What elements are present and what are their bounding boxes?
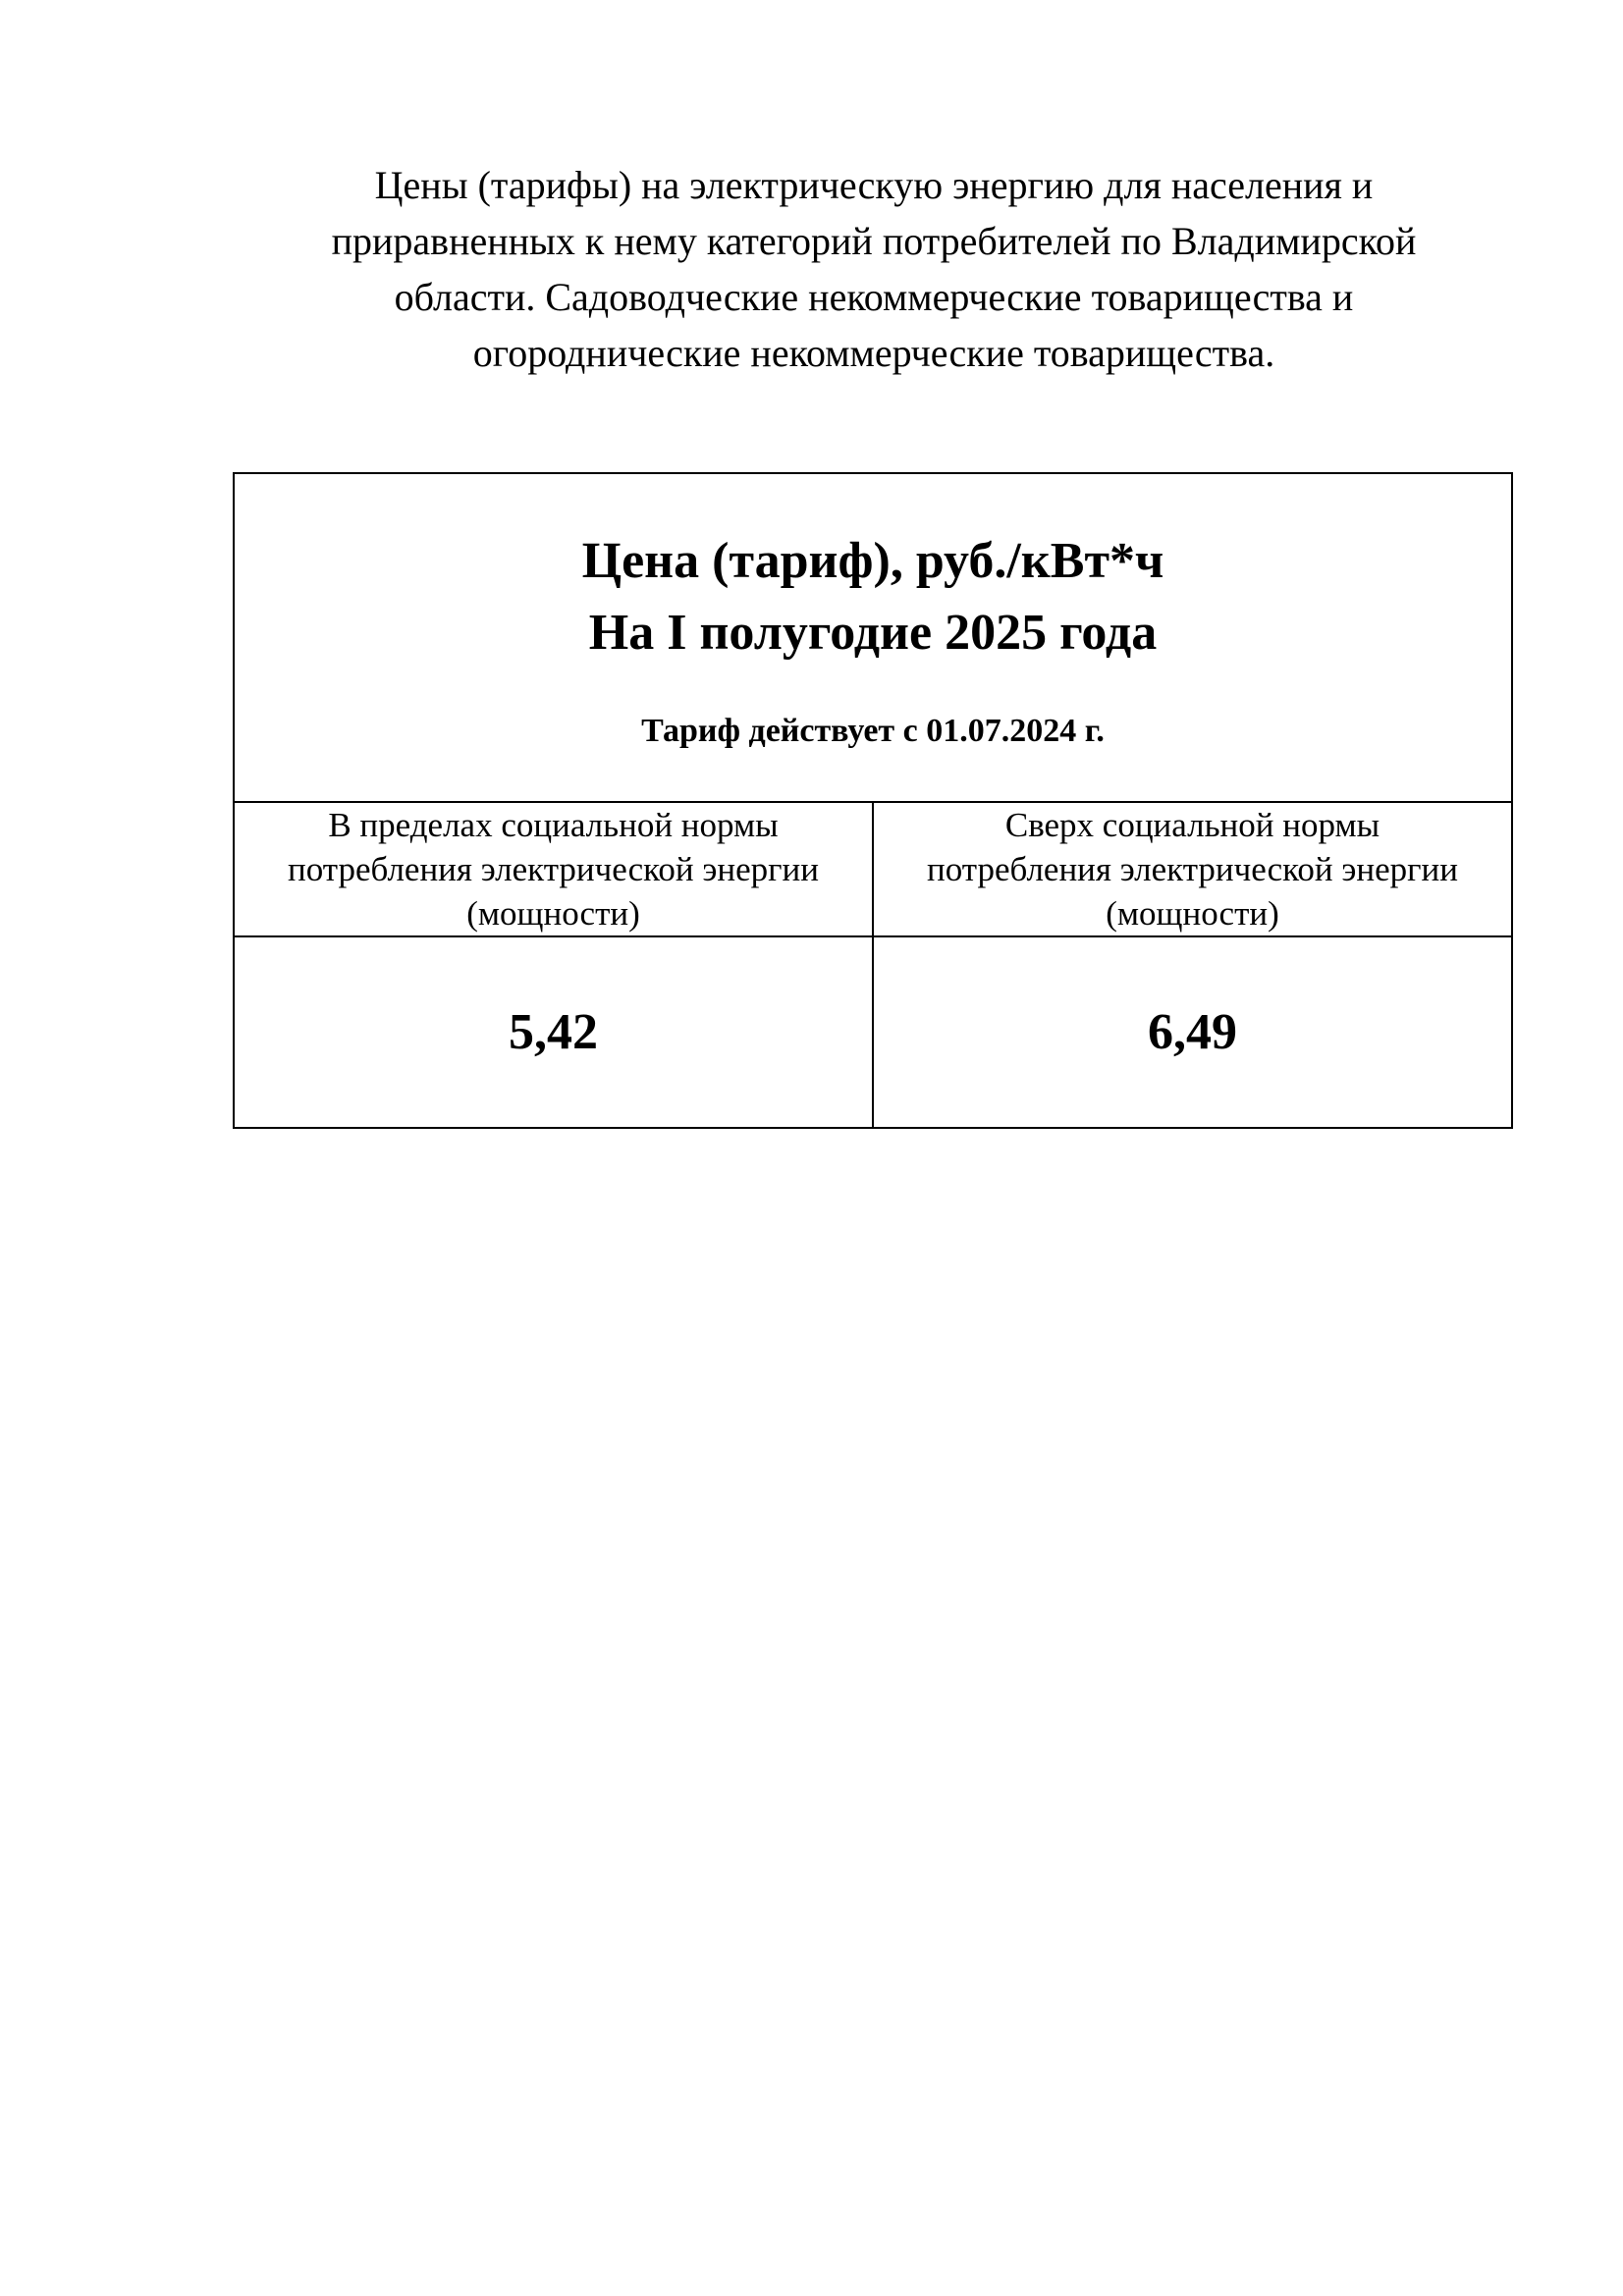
column-label-line: потребления электрической энергии xyxy=(926,850,1458,888)
column-label-line: (мощности) xyxy=(1106,894,1279,933)
column-label-line: В пределах социальной нормы xyxy=(328,806,779,844)
within-norm-label-cell xyxy=(234,802,873,936)
document-heading xyxy=(147,157,1600,381)
above-norm-label-cell xyxy=(873,802,1512,936)
heading-line: приравненных к нему категорий потребителей по Владимирской xyxy=(331,219,1417,263)
table-label-row xyxy=(234,802,1512,936)
heading-line: области. Садоводческие некоммерческие товарищества и xyxy=(394,275,1354,319)
table-header-row xyxy=(234,473,1512,802)
column-label-line: (мощности) xyxy=(466,894,640,933)
effective-date-note: Тариф действует с 01.07.2024 г. xyxy=(641,712,1105,749)
heading-line: Цены (тарифы) на электрическую энергию для населения и xyxy=(374,163,1374,207)
price-title xyxy=(235,525,1511,668)
column-label-line: Сверх социальной нормы xyxy=(1004,806,1380,844)
tariff-table xyxy=(233,472,1513,1129)
above-norm-price: 6,49 xyxy=(873,936,1512,1128)
within-norm-price: 5,42 xyxy=(234,936,873,1128)
table-value-row xyxy=(234,936,1512,1128)
price-title-line: Цена (тариф), руб./кВт*ч xyxy=(581,532,1164,589)
column-label-line: потребления электрической энергии xyxy=(287,850,819,888)
heading-line: огороднические некоммерческие товарищества. xyxy=(472,331,1275,375)
price-header-cell xyxy=(234,473,1512,802)
period-title-line: На I полугодие 2025 года xyxy=(588,604,1158,661)
